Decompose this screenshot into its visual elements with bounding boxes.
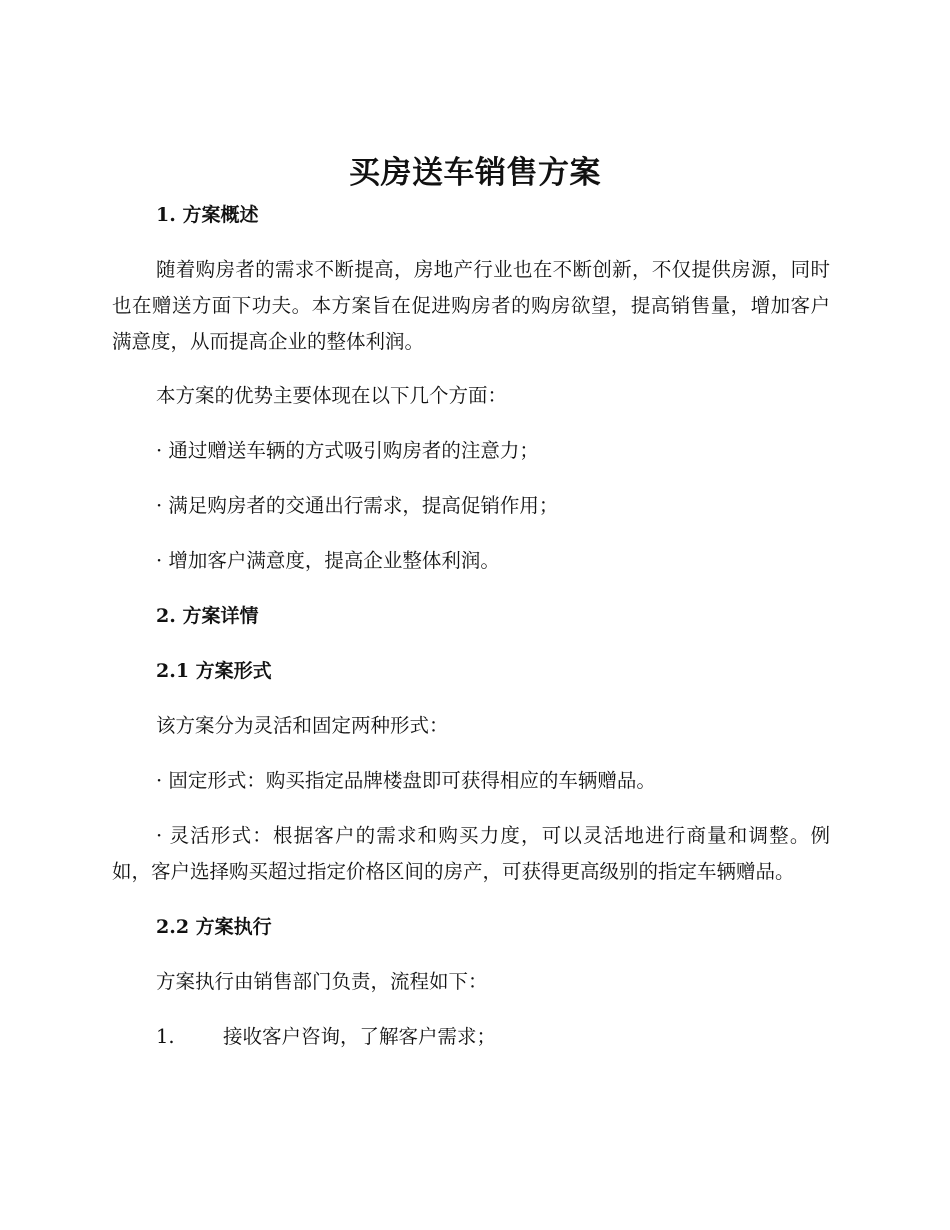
bullet-item: · 灵活形式：根据客户的需求和购买力度，可以灵活地进行商量和调整。例如，客户选择购买超过指定价格区间的房产，可获得更高级别的指定车辆赠品。	[112, 824, 830, 883]
bullet-item: · 增加客户满意度，提高企业整体利润。	[156, 549, 500, 572]
bullet-item: · 固定形式：购买指定品牌楼盘即可获得相应的车辆赠品。	[156, 769, 656, 792]
paragraph-advantages-intro: 本方案的优势主要体现在以下几个方面：	[156, 384, 508, 407]
section-heading-overview: 1. 方案概述	[156, 204, 259, 226]
numbered-step	[112, 1019, 830, 1055]
bullet-item: · 通过赠送车辆的方式吸引购房者的注意力；	[156, 439, 539, 462]
paragraph-overview: 随着购房者的需求不断提高，房地产行业也在不断创新，不仅提供房源，同时也在赠送方面下功夫。本方案旨在促进购房者的购房欲望，提高销售量，增加客户满意度，从而提高企业的整体利润。	[112, 258, 830, 353]
bullet-item: · 满足购房者的交通出行需求，提高促销作用；	[156, 494, 559, 517]
paragraph-form-intro: 该方案分为灵活和固定两种形式：	[156, 714, 449, 737]
paragraph-execution-intro: 方案执行由销售部门负责，流程如下：	[156, 970, 488, 993]
step-number: 1.	[156, 1025, 175, 1048]
step-text: 接收客户咨询，了解客户需求；	[223, 1025, 497, 1048]
section-heading-details: 2. 方案详情	[156, 605, 259, 627]
document-title: 买房送车销售方案	[349, 155, 601, 191]
subsection-heading-form: 2.1 方案形式	[156, 660, 272, 682]
subsection-heading-execution: 2.2 方案执行	[156, 916, 272, 938]
document-body	[112, 197, 830, 1074]
